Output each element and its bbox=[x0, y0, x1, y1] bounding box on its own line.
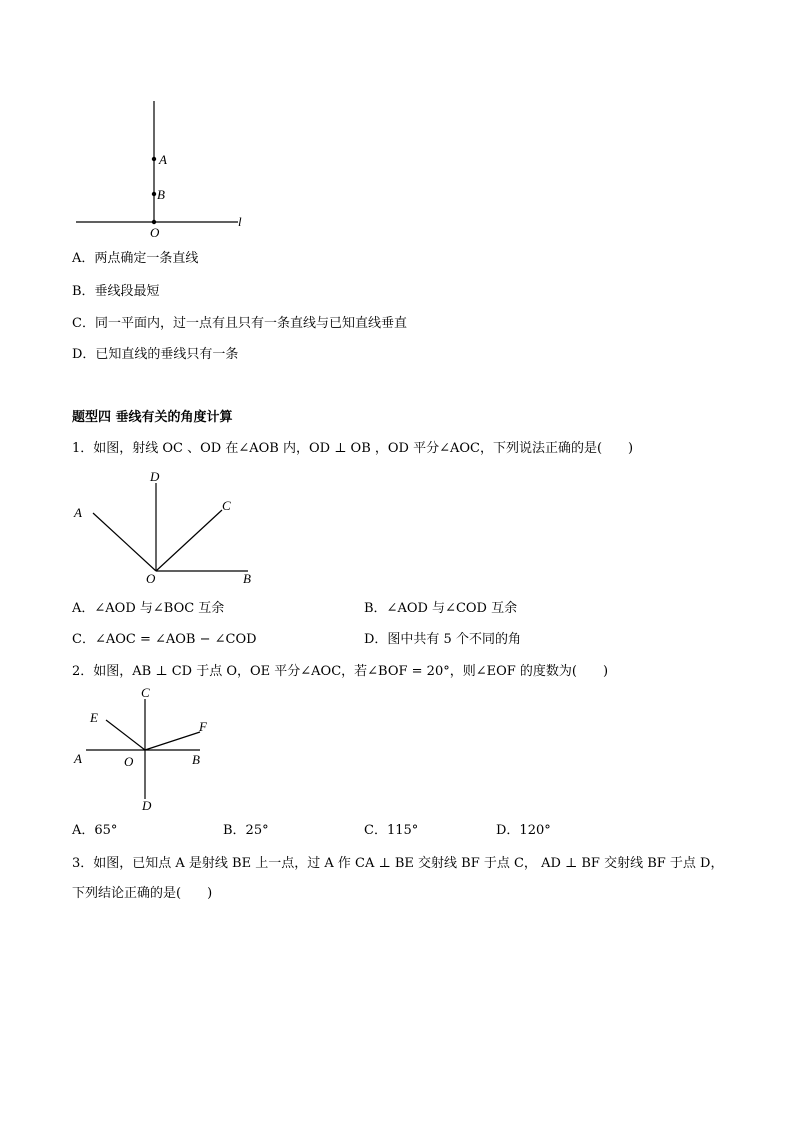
point-A bbox=[152, 157, 156, 161]
q2-option-A: A．65° bbox=[72, 823, 118, 838]
point-B bbox=[152, 192, 156, 196]
ray-OA bbox=[93, 513, 156, 571]
q2-option-C: C．115° bbox=[364, 823, 419, 838]
label-F: F bbox=[199, 719, 207, 734]
label-B: B bbox=[157, 187, 165, 202]
ray-OE bbox=[106, 720, 145, 750]
q0-option-D: D．已知直线的垂线只有一条 bbox=[72, 347, 239, 362]
label-B: B bbox=[192, 752, 200, 767]
q0-option-C: C．同一平面内，过一点有且只有一条直线与已知直线垂直 bbox=[72, 316, 407, 331]
label-D: D bbox=[150, 469, 160, 484]
label-A: A bbox=[159, 152, 167, 167]
ray-OC bbox=[156, 510, 222, 571]
label-C: C bbox=[222, 498, 231, 513]
label-O: O bbox=[150, 225, 160, 240]
label-B: B bbox=[243, 571, 251, 586]
label-A: A bbox=[74, 751, 82, 766]
label-A: A bbox=[74, 505, 82, 520]
q1-option-D: D．图中共有 5 个不同的角 bbox=[364, 632, 521, 647]
label-O: O bbox=[146, 571, 156, 586]
q2-stem: 2．如图，AB ⊥ CD 于点 O，OE 平分∠AOC，若∠BOF = 20°，则∠EOF 的度数为( ) bbox=[72, 664, 609, 679]
section-title: 题型四 垂线有关的角度计算 bbox=[72, 410, 233, 425]
label-D: D bbox=[142, 798, 152, 813]
q1-option-C: C．∠AOC = ∠AOB − ∠COD bbox=[72, 632, 257, 647]
q2-option-D: D．120° bbox=[496, 823, 551, 838]
q3-stem-line2: 下列结论正确的是( ) bbox=[72, 886, 213, 901]
q0-option-A: A．两点确定一条直线 bbox=[72, 251, 199, 266]
q1-option-B: B．∠AOD 与∠COD 互余 bbox=[364, 601, 518, 616]
ray-OF bbox=[145, 732, 200, 750]
point-O bbox=[152, 220, 156, 224]
label-l: l bbox=[238, 214, 242, 229]
label-C: C bbox=[141, 685, 150, 700]
figure-q1-angles bbox=[70, 465, 270, 590]
q2-option-B: B．25° bbox=[223, 823, 269, 838]
figure-perpendicular-to-line-l bbox=[70, 95, 260, 245]
q3-stem-line1: 3．如图，已知点 A 是射线 BE 上一点，过 A 作 CA ⊥ BE 交射线 BF 于点 C， AD ⊥ BF 交射线 BF 于点 D， bbox=[72, 856, 724, 871]
q1-stem: 1．如图，射线 OC 、OD 在∠AOB 内，OD ⊥ OB ，OD 平分∠AOC，下列说法正确的是( ) bbox=[72, 441, 634, 456]
label-E: E bbox=[90, 710, 98, 725]
q1-option-A: A．∠AOD 与∠BOC 互余 bbox=[72, 601, 225, 616]
figure-q2-perpendicular bbox=[70, 685, 220, 815]
q0-option-B: B．垂线段最短 bbox=[72, 284, 160, 299]
label-O: O bbox=[124, 754, 134, 769]
